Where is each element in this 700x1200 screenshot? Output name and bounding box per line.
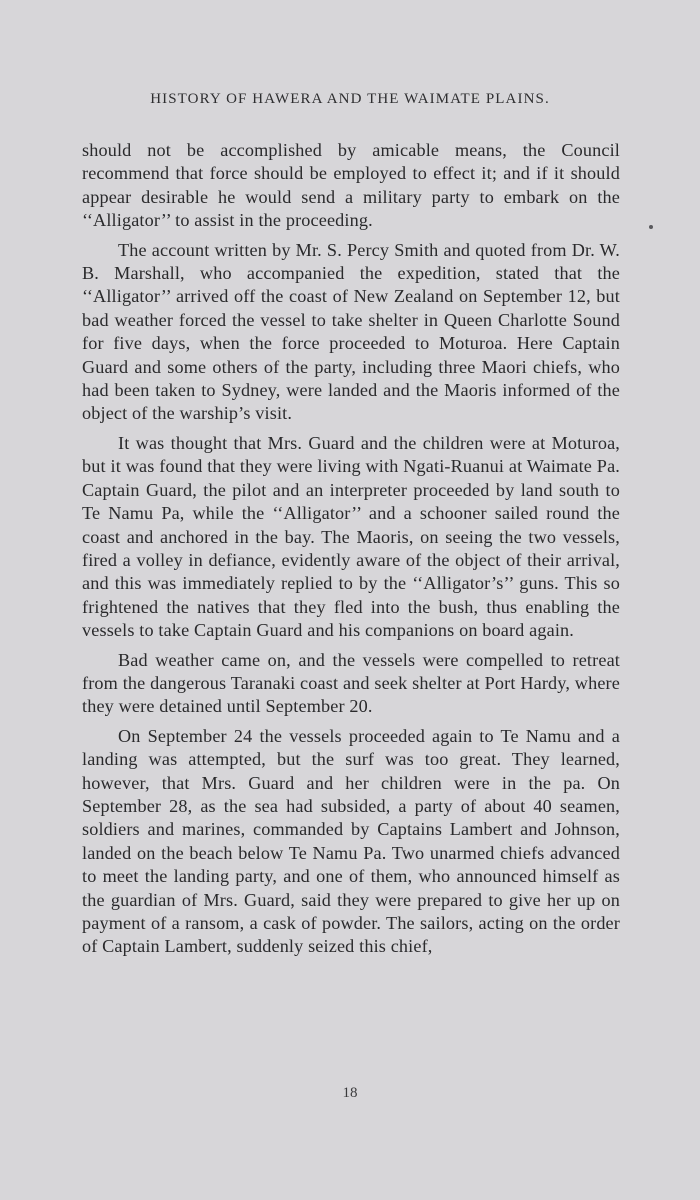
paper-speck [649, 225, 653, 229]
page-number: 18 [342, 1085, 358, 1101]
paragraph: Bad weather came on, and the vessels were compelled to retreat from the dangerous Taranaki coast and seek shelter at Port Hardy, where they were detained until September 20. [82, 649, 620, 717]
paragraph: It was thought that Mrs. Guard and the children were at Moturoa, but it was found that they were living with Ngati-Ruanui at Waimate Pa. Captain Guard, the pilot and an interpreter proceeded by land south to Te Namu Pa, while the ‘‘Alligator’’ and a schooner sailed round the coast and anchored in the bay. The Maoris, on seeing the two vessels, fired a volley in defiance, evidently aware of the object of their arrival, and this was immediately replied to by the ‘‘Alligator’s’’ guns. This so frightened the natives that they fled into the bush, thus enabling the vessels to take Captain Guard and his companions on board again. [82, 432, 620, 641]
running-header: HISTORY OF HAWERA AND THE WAIMATE PLAINS. [150, 91, 550, 107]
paragraph: should not be accomplished by amicable means, the Council recommend that force should be employed to effect it; and if it should appear desirable he would send a military party to embark on the ‘‘Alligator’’ to assist in the proceeding. [82, 140, 620, 231]
body-text [82, 139, 620, 965]
paragraph: On September 24 the vessels proceeded again to Te Namu and a landing was attempted, but the surf was too great. They learned, however, that Mrs. Guard and her children were in the pa. On September 28, as the sea had subsided, a party of about 40 seamen, soldiers and marines, commanded by Captains Lambert and Johnson, landed on the beach below Te Namu Pa. Two unarmed chiefs advanced to meet the landing party, and one of them, who announced himself as the guardian of Mrs. Guard, said they were prepared to give her up on payment of a ransom, a cask of powder. The sailors, acting on the order of Captain Lambert, suddenly seized this chief, [82, 725, 620, 957]
paragraph: The account written by Mr. S. Percy Smith and quoted from Dr. W. B. Marshall, who accompanied the expedition, stated that the ‘‘Alligator’’ arrived off the coast of New Zealand on September 12, but bad weather forced the vessel to take shelter in Queen Charlotte Sound for five days, when the force proceeded to Moturoa. Here Captain Guard and some others of the party, including three Maori chiefs, who had been taken to Sydney, were landed and the Maoris informed of the object of the warship’s visit. [82, 239, 620, 424]
